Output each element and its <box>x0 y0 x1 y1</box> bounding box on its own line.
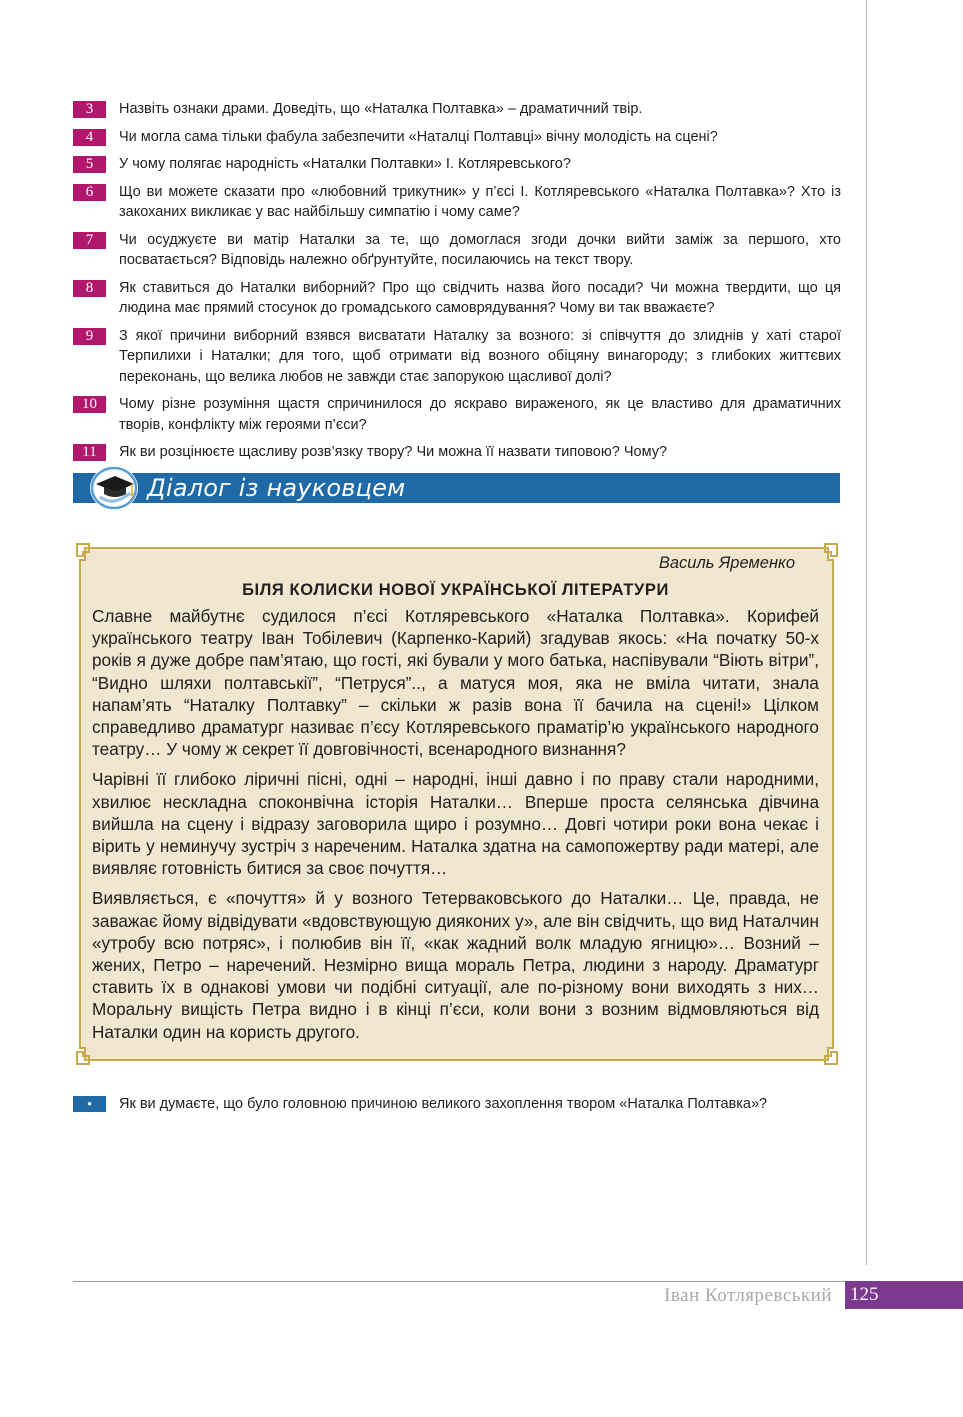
question-item <box>73 127 841 148</box>
question-item <box>73 394 841 435</box>
section-header-bar <box>73 473 840 503</box>
question-text: З якої причини виборний взявся висватати Наталку за возного: зі співчуття до злиднів у хаті старої Терпилихи і Наталки; для того, щоб отримати від возного обіцяну винагороду; з глибоких життєвих переконань, що велика любов не завжди стає запорукою щасливої долі? <box>119 327 841 385</box>
quote-author: Василь Яременко <box>658 554 795 572</box>
quote-title: БІЛЯ КОЛИСКИ НОВОЇ УКРАЇНСЬКОЇ ЛІТЕРАТУРИ <box>242 581 669 599</box>
question-item <box>73 99 841 120</box>
graduation-cap-icon <box>88 463 140 511</box>
question-item <box>73 278 841 319</box>
question-text: Назвіть ознаки драми. Доведіть, що «Наталка Полтавка» – драматичний твір. <box>119 101 643 117</box>
quote-paragraph: Чарівні її глибоко ліричні пісні, одні – народні, інші давно і по праву стали народними, хвилює нескладна споконвічна історія Наталки… Вперше проста селянська дівчина вийшла на сцену і відразу заговорила щиро і розумно… Довгі чотири роки вона чекає і вірить у неминучу зустріч з нареченим. Наталка здатна на самопожертву ради матері, але виявляє готовність битися за своє почуття… <box>92 769 819 879</box>
question-number-badge: 8 <box>73 280 106 297</box>
question-number-badge: 11 <box>73 444 106 461</box>
question-number-badge: 5 <box>73 156 106 173</box>
question-number-badge: 6 <box>73 184 106 201</box>
question-number-badge: 9 <box>73 328 106 345</box>
question-item <box>73 154 841 175</box>
page-number: 125 <box>845 1281 963 1309</box>
question-text: У чому полягає народність «Наталки Полтавки» І. Котляревського? <box>119 156 571 172</box>
quote-paragraph: Славне майбутнє судилося п’єсі Котляревського «Наталка Полтавка». Корифей українського театру Іван Тобілевич (Карпенко-Карий) згадував якось: «На початку 50-х років я дуже добре пам’ятаю, що гості, які бували у мого батька, наспівували “Віють вітри”, “Видно шляхи полтавськії”, “Петруся”.., а матуся моя, яка не вміла читати, знала напам’ять “Наталку Полтавку” – скільки ж разів вона її бачила на сцені!» Цілком справедливо драматург називає п’єсу Котляревського праматір’ю українського народного театру… У чому ж секрет її довговічності, всенародного визнання? <box>92 606 819 760</box>
question-number-badge: 7 <box>73 232 106 249</box>
discussion-question <box>73 1094 841 1114</box>
footer-book-author: Іван Котляревський <box>664 1285 832 1306</box>
question-item <box>73 326 841 388</box>
question-text: Як ставиться до Наталки виборний? Про що свідчить назва його посади? Чи можна твердити, що ця людина має прямий стосунок до громадського самоврядування? Чому ви так вважаєте? <box>119 279 841 316</box>
question-text: Чому різне розуміння щастя спричинилося до яскраво вираженого, як це властиво для драматичних творів, конфлікту між героями п’єси? <box>119 396 841 433</box>
question-item <box>73 230 841 271</box>
question-number-badge: 4 <box>73 129 106 146</box>
quote-paragraph: Виявляється, є «почуття» й у возного Тетерваковського до Наталки… Це, правда, не заважає йому відвідувати «вдовствующую дияконих у», але він свідчить, що вид Наталчин «утробу всю потряс», і полюбив він її, «как жадний волк младую ягницю»… Возний – жених, Петро – наречений. Незмірно вища мораль Петра, людини з народу. Драматург ставить їх в однакові умови чи подібні ситуації, але по-різному вони виходять з них… Моральну вищість Петра видно і в кінці п’єси, коли вони з возним відмовляються від Наталки один на користь другого. <box>92 888 819 1042</box>
page-edge-rule <box>866 0 867 1265</box>
quote-content <box>92 552 819 1051</box>
discussion-question-text: Як ви думаєте, що було головною причиною великого захоплення твором «Наталка Полтавка»? <box>119 1096 768 1112</box>
question-item <box>73 182 841 223</box>
section-title: Діалог із науковцем <box>147 474 406 502</box>
question-text: Чи могла сама тільки фабула забезпечити «Наталці Полтавці» вічну молодість на сцені? <box>119 128 718 145</box>
bullet-badge: • <box>73 1096 106 1112</box>
question-item <box>73 442 841 463</box>
question-text: Як ви розцінюєте щасливу розв’язку твору? Чи можна її назвати типовою? Чому? <box>119 444 668 460</box>
question-number-badge: 3 <box>73 101 106 118</box>
question-number-badge: 10 <box>73 396 106 413</box>
footer-rule <box>73 1281 845 1282</box>
questions-list <box>73 99 841 470</box>
question-text: Чи осуджуєте ви матір Наталки за те, що домоглася згоди дочки вийти заміж за першого, хто посватається? Відповідь належно обґрунтуйте, посилаючись на текст твору. <box>119 231 841 268</box>
question-text: Що ви можете сказати про «любовний трикутник» у п’єсі І. Котляревського «Наталка Полтавка»? Хто із закоханих викликає у вас найбільшу симпатію і чому саме? <box>119 183 841 220</box>
